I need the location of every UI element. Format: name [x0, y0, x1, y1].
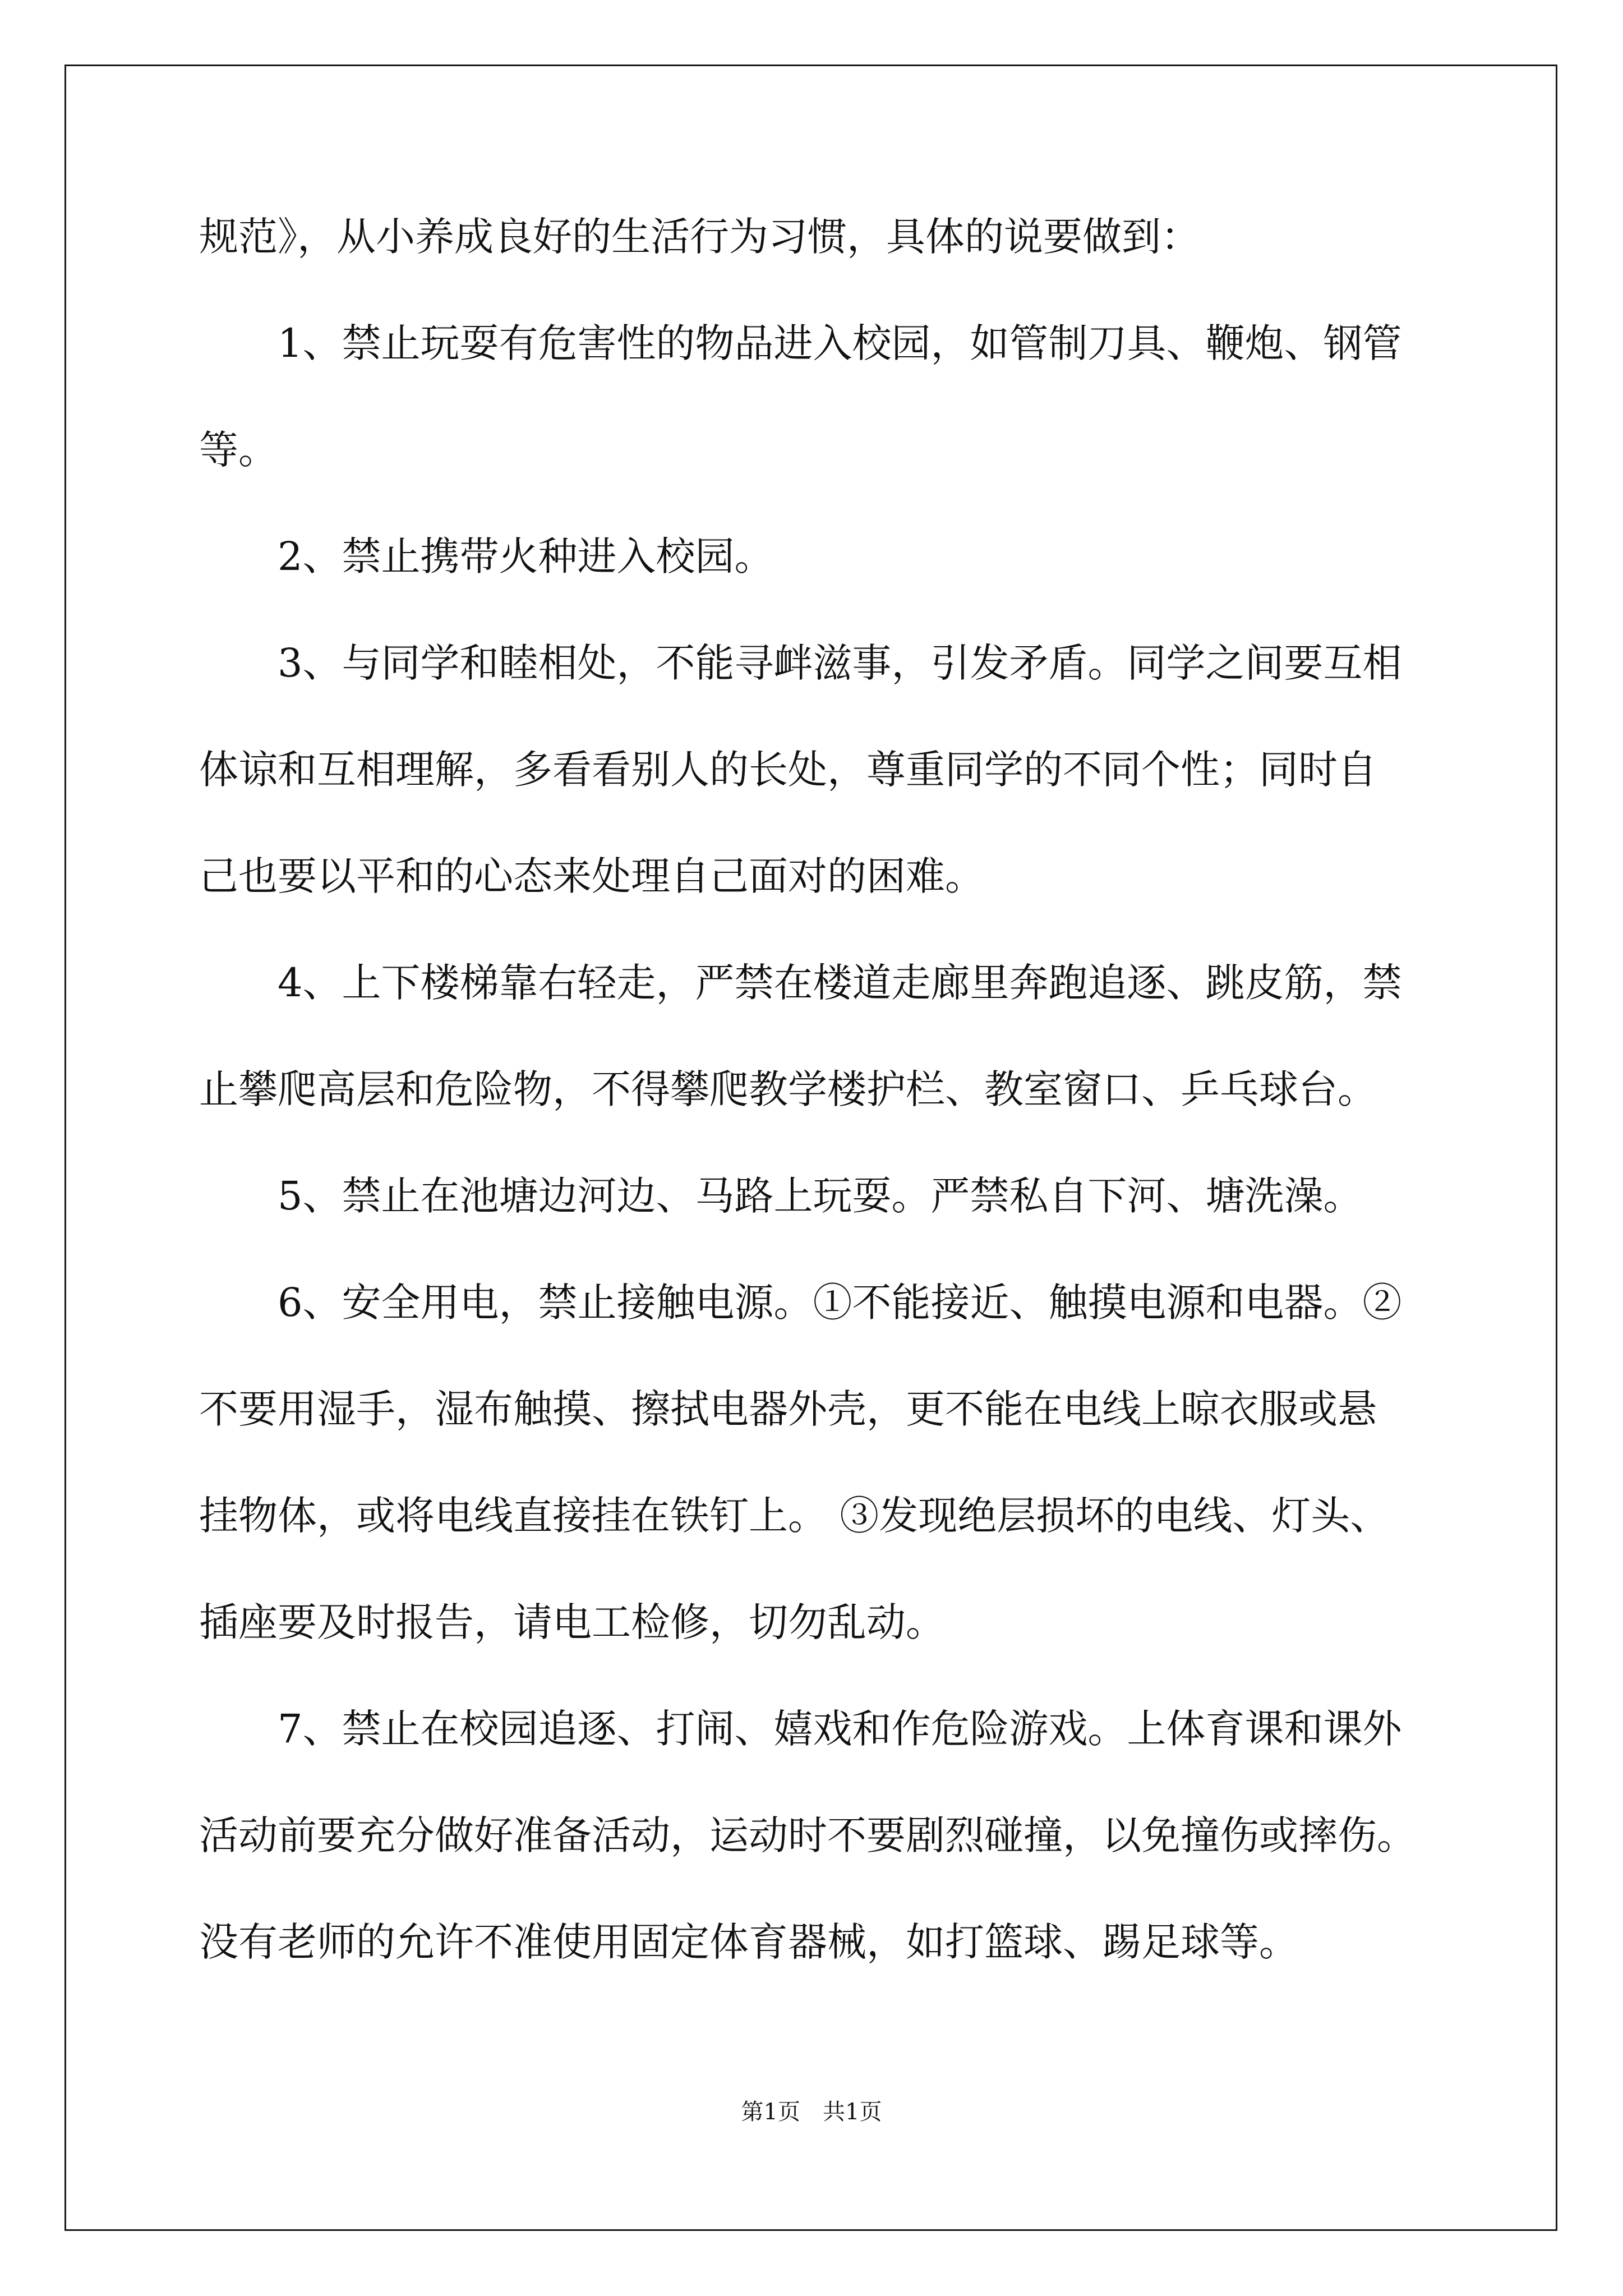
text-line: 没有老师的允许不准使用固定体育器械，如打篮球、踢足球等。 [199, 1919, 1298, 1965]
text-line: 插座要及时报告，请电工检修，切勿乱动。 [199, 1599, 945, 1645]
text-line: 3、与同学和睦相处，不能寻衅滋事，引发矛盾。同学之间要互相 [278, 640, 1402, 686]
text-line: 2、禁止携带火种进入校园。 [278, 533, 774, 579]
text-line: 7、禁止在校园追逐、打闹、嬉戏和作危险游戏。上体育课和课外 [278, 1706, 1402, 1752]
text-line: 活动前要充分做好准备活动，运动时不要剧烈碰撞，以免撞伤或摔伤。 [199, 1812, 1416, 1858]
page-number-footer: 第1页 共1页 [741, 2099, 882, 2125]
text-line: 4、上下楼梯靠右轻走，严禁在楼道走廊里奔跑追逐、跳皮筋，禁 [278, 960, 1402, 1006]
text-line: 等。 [199, 427, 278, 473]
page-border [64, 65, 1557, 2231]
text-line: 6、安全用电，禁止接触电源。①不能接近、触摸电源和电器。② [278, 1280, 1402, 1326]
text-line: 5、禁止在池塘边河边、马路上玩耍。严禁私自下河、塘洗澡。 [278, 1173, 1363, 1219]
text-line: 止攀爬高层和危险物，不得攀爬教学楼护栏、教室窗口、乒乓球台。 [199, 1066, 1377, 1112]
text-line: 规范》，从小养成良好的生活行为习惯，具体的说要做到： [199, 214, 1200, 260]
text-line: 挂物体，或将电线直接挂在铁钉上。 ③发现绝层损坏的电线、灯头、 [199, 1493, 1390, 1539]
text-line: 1、禁止玩耍有危害性的物品进入校园，如管制刀具、鞭炮、钢管 [278, 320, 1402, 366]
text-line: 不要用湿手，湿布触摸、擦拭电器外壳，更不能在电线上晾衣服或悬 [199, 1386, 1377, 1432]
text-line: 己也要以平和的心态来处理自己面对的困难。 [199, 853, 984, 899]
text-line: 体谅和互相理解，多看看别人的长处，尊重同学的不同个性；同时自 [199, 747, 1377, 793]
